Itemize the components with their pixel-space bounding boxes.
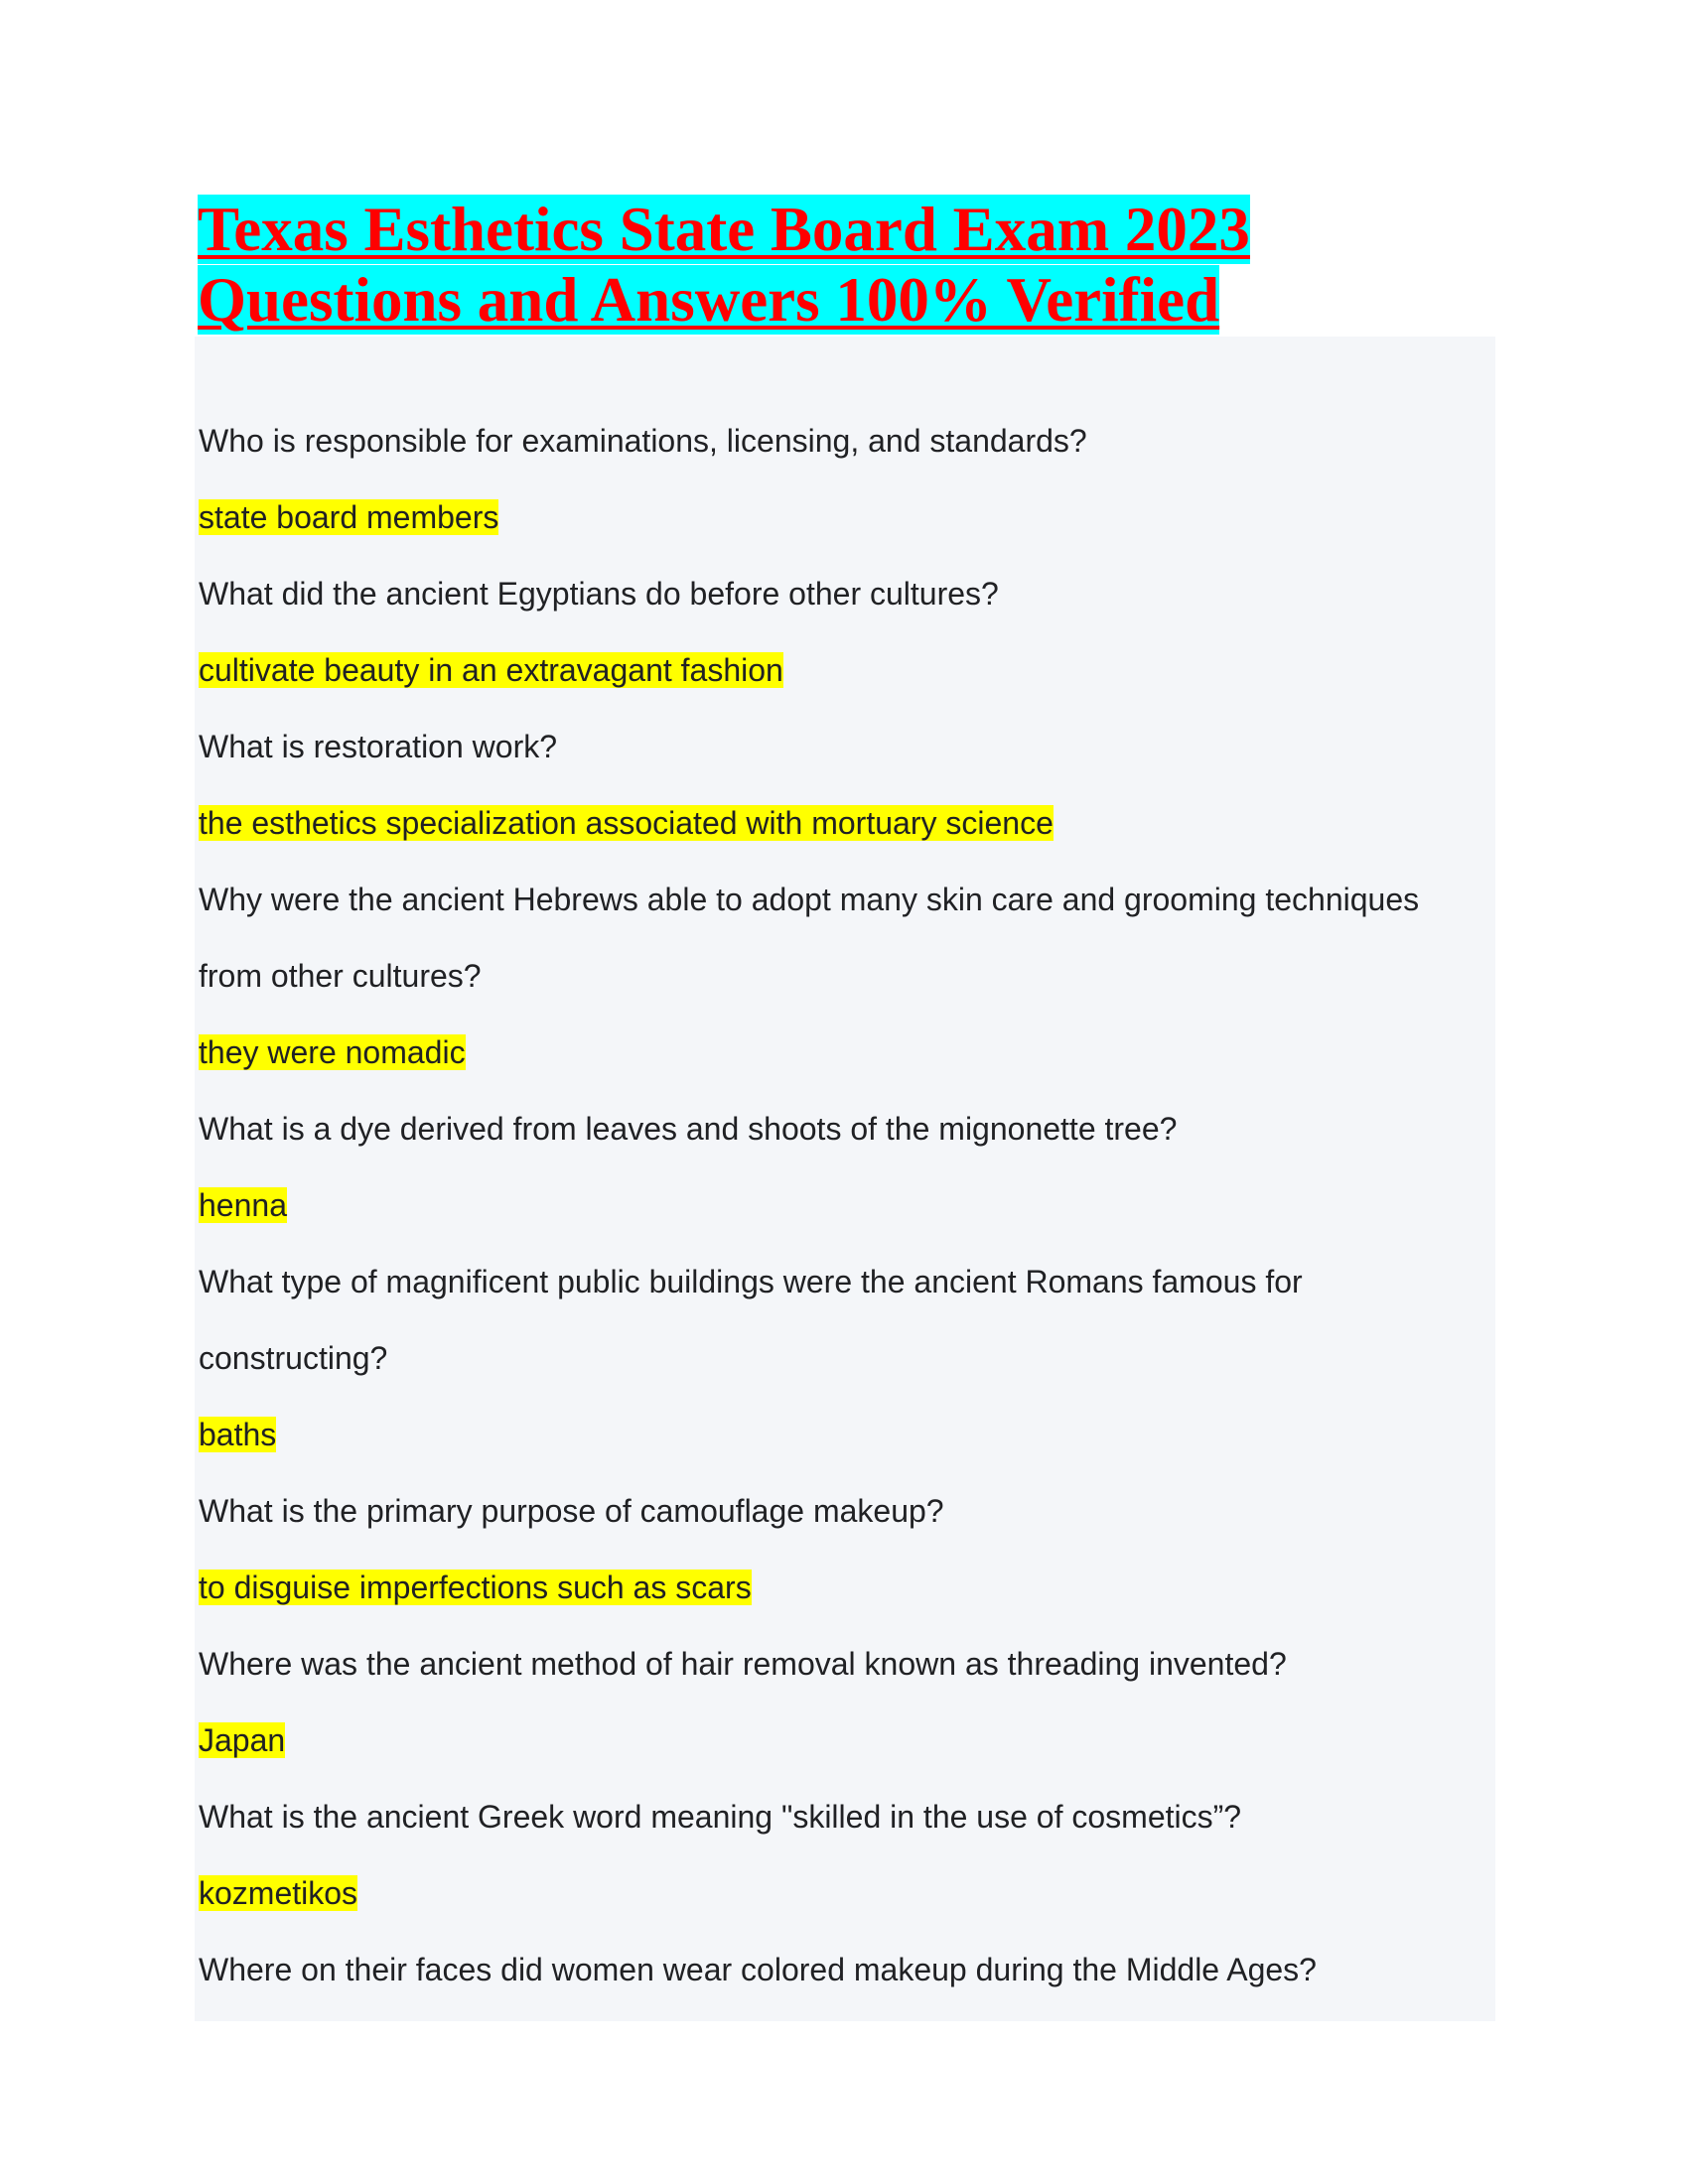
answer-8: [199, 1703, 1489, 1779]
question-8: Where was the ancient method of hair removal known as threading invented?: [199, 1646, 1287, 1682]
answer-2: [199, 632, 1489, 709]
question-1: Who is responsible for examinations, licensing, and standards?: [199, 423, 1087, 459]
answer-7: [199, 1550, 1489, 1626]
question-10: Where on their faces did women wear colored makeup during the Middle Ages?: [199, 1952, 1317, 1987]
answer-5: [199, 1167, 1489, 1244]
document-title: [198, 195, 1528, 336]
question-3: What is restoration work?: [199, 729, 558, 764]
answer-2-text: cultivate beauty in an extravagant fashion: [199, 652, 783, 688]
answer-1: [199, 479, 1489, 556]
answer-3: [199, 785, 1489, 862]
question-7: What is the primary purpose of camouflage makeup?: [199, 1493, 944, 1529]
answer-9: [199, 1855, 1489, 1932]
answer-8-text: Japan: [199, 1722, 286, 1758]
title-line-1: Texas Esthetics State Board Exam 2023: [198, 195, 1250, 264]
question-4-line-1: Why were the ancient Hebrews able to adopt many skin care and grooming techniques: [199, 882, 1420, 917]
answer-6-text: baths: [199, 1417, 277, 1452]
answer-4: [199, 1015, 1489, 1091]
answer-1-text: state board members: [199, 499, 499, 535]
title-line-2: Questions and Answers 100% Verified: [198, 265, 1220, 335]
question-5: What is a dye derived from leaves and shoots of the mignonette tree?: [199, 1111, 1178, 1147]
answer-9-text: kozmetikos: [199, 1875, 358, 1911]
answer-6: [199, 1397, 1489, 1473]
qa-list: [199, 403, 1489, 2008]
question-9: What is the ancient Greek word meaning "skilled in the use of cosmetics”?: [199, 1799, 1242, 1835]
answer-4-text: they were nomadic: [199, 1034, 466, 1070]
question-6-line-2: constructing?: [199, 1340, 388, 1376]
question-6-line-1: What type of magnificent public buildings were the ancient Romans famous for: [199, 1264, 1303, 1299]
question-4-line-2: from other cultures?: [199, 958, 482, 994]
answer-7-text: to disguise imperfections such as scars: [199, 1570, 752, 1605]
answer-3-text: the esthetics specialization associated with mortuary science: [199, 805, 1054, 841]
answer-5-text: henna: [199, 1187, 287, 1223]
question-2: What did the ancient Egyptians do before other cultures?: [199, 576, 999, 612]
